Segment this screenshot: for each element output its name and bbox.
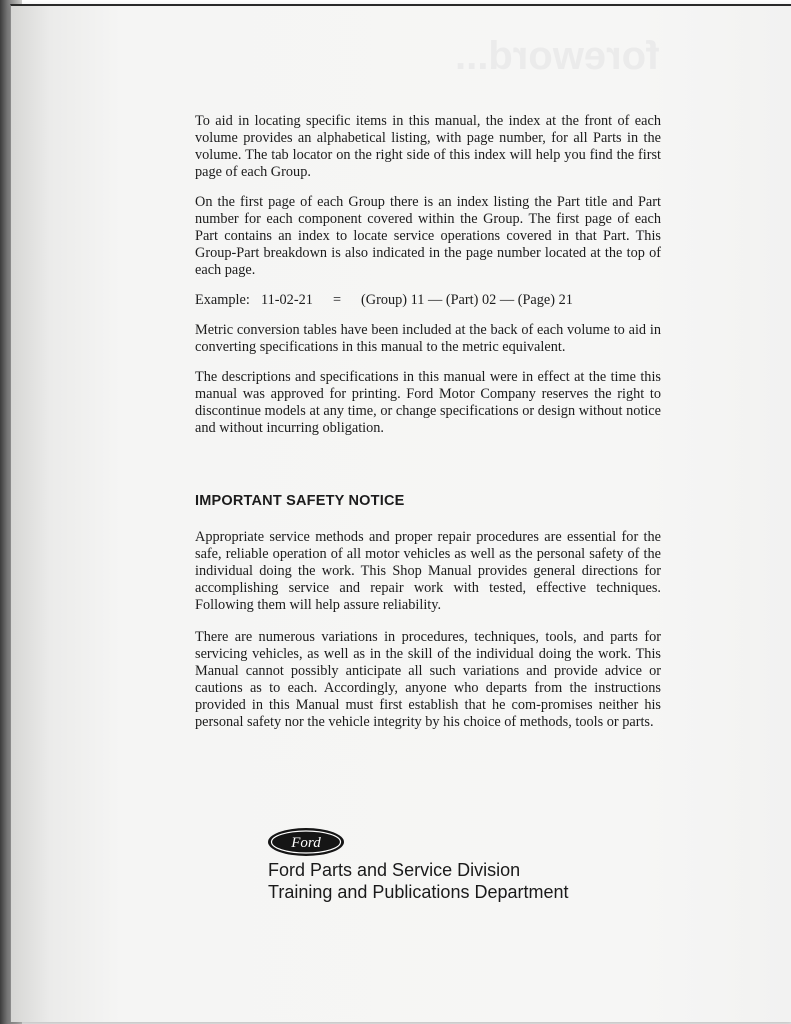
logo-text: Ford <box>291 835 321 851</box>
paragraph-group-part: On the first page of each Group there is an index listing the Part title and Part number for each component covered within the Group. The first page of each Part contains an index to locate service operations covered in that Part. This Group-Part breakdown is also indicated in the page number located at the top of each page. <box>195 194 661 278</box>
ford-oval-logo-icon <box>266 826 346 858</box>
paragraph-specifications: The descriptions and specifications in this manual were in effect at the time this manual was approved for printing. Ford Motor Company reserves the right to discontinue models at any time, or change specifications or design without notice and without incurring obligation. <box>195 369 661 436</box>
paragraph-index-help: To aid in locating specific items in this manual, the index at the front of each volume provides an alphabetical listing, with page number, for all Parts in the volume. The tab locator on the right side of this index will help you find the first page of each Group. <box>195 113 661 180</box>
division-name: Ford Parts and Service Division <box>268 860 521 880</box>
safety-notice-body <box>195 529 661 746</box>
example-equals: = <box>333 292 342 308</box>
example-code: 11-02-21 <box>261 292 313 308</box>
foreword-body <box>195 113 661 450</box>
paragraph-metric: Metric conversion tables have been included at the back of each volume to aid in converting specifications in this manual to the metric equivalent. <box>195 322 661 355</box>
bleed-through-heading: foreword... <box>455 34 660 78</box>
example-label: Example: <box>195 292 250 308</box>
safety-paragraph-methods: Appropriate service methods and proper repair procedures are essential for the safe, reliable operation of all motor vehicles as well as the personal safety of the individual doing the work. This Shop Manual provides general directions for accomplishing service and repair work with tested, effective techniques. Following them will help assure reliability. <box>195 529 661 613</box>
safety-paragraph-variations: There are numerous variations in procedures, techniques, tools, and parts for servicing vehicles, as well as in the skill of the individual doing the work. This Manual cannot possibly anticipate all such variations and provide advice or cautions as to each. Accordingly, anyone who departs from the instructions provided in this Manual must first establish that he com-promises neither his personal safety nor the vehicle integrity by his choice of methods, tools or parts. <box>195 629 661 730</box>
example-breakdown: (Group) 11 — (Part) 02 — (Page) 21 <box>361 292 573 308</box>
department-name: Training and Publications Department <box>268 882 569 902</box>
publisher-block <box>268 859 569 903</box>
page-number-example <box>195 292 661 309</box>
safety-notice-heading: IMPORTANT SAFETY NOTICE <box>195 493 405 509</box>
